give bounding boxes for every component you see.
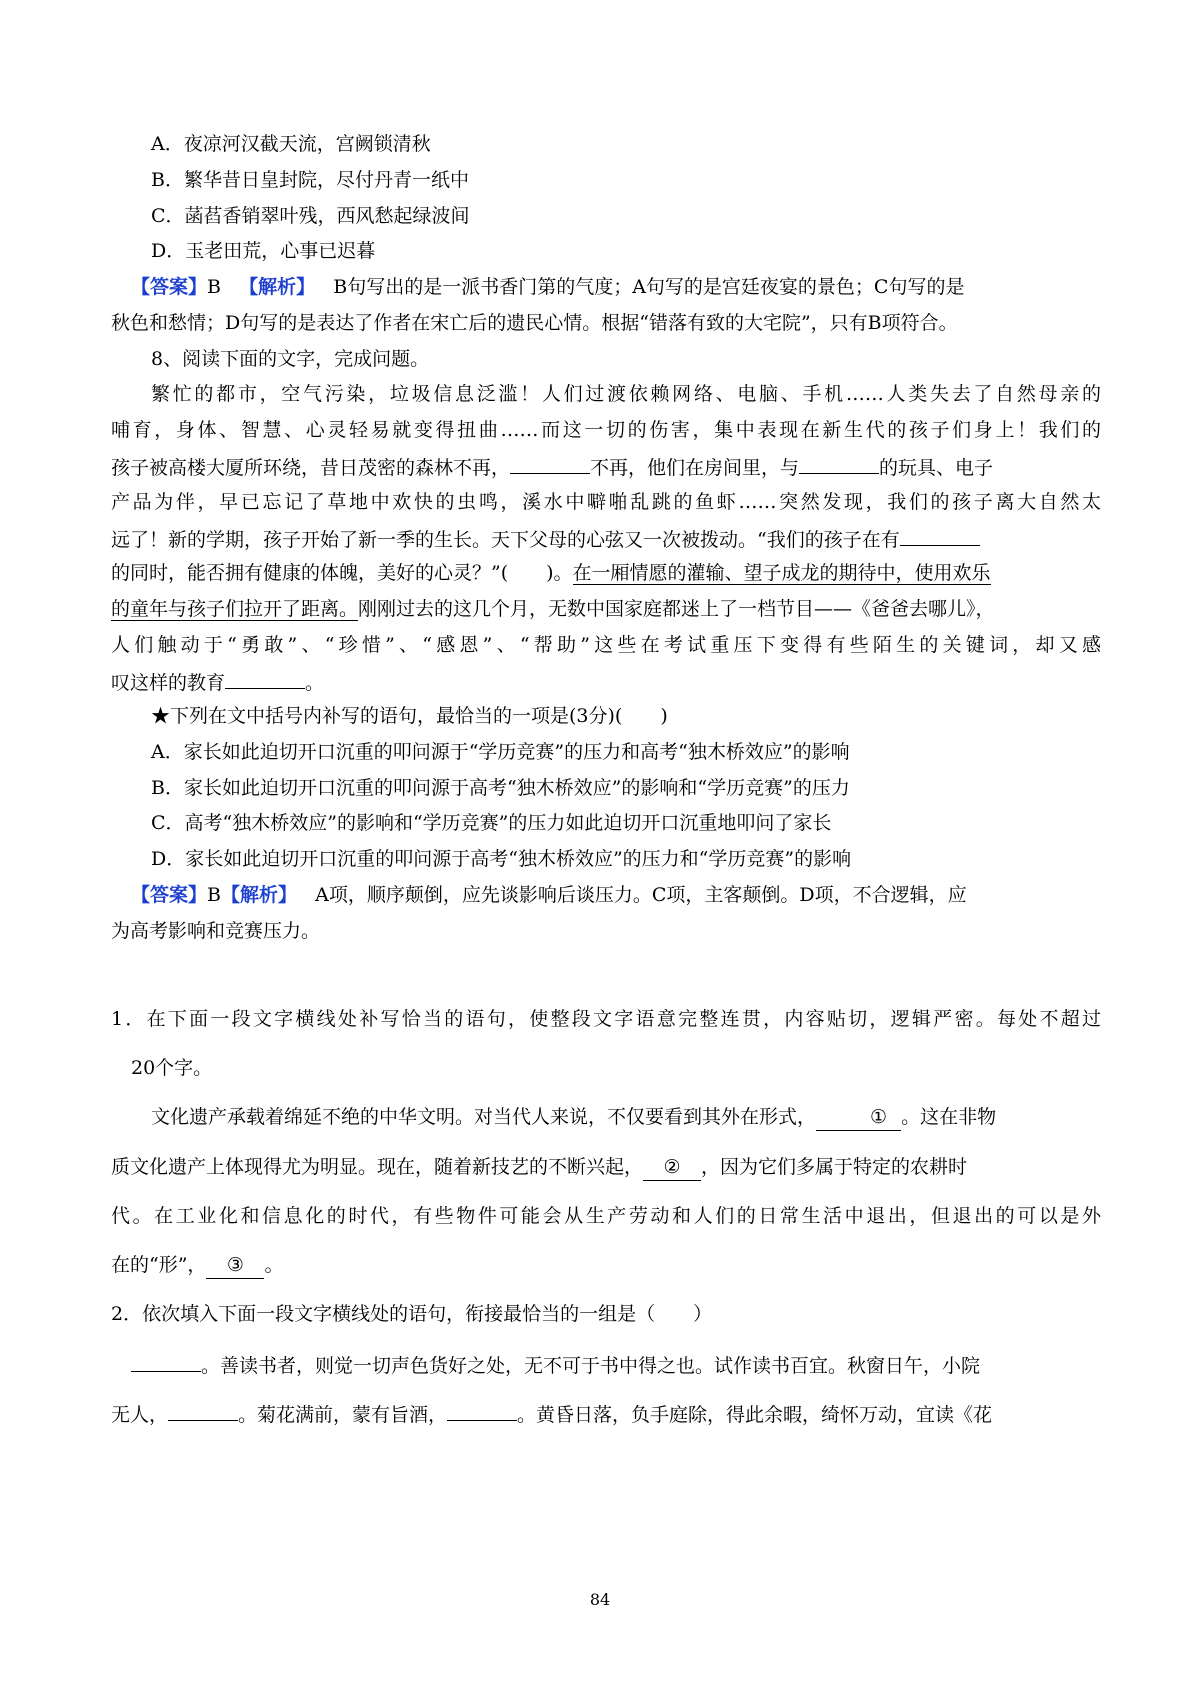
q7-option-b: B．繁华昔日皇封院，尽付丹青一纸中 [151, 169, 469, 191]
analysis-text: A项，顺序颠倒，应先谈影响后谈压力。C项，主客颠倒。D项，不合逻辑，应 [315, 884, 967, 906]
q7-answer-line [131, 274, 1101, 300]
q8-option-d: D．家长如此迫切开口沉重的叩问源于高考“独木桥效应”的压力和“学历竞赛”的影响 [151, 848, 852, 870]
passage-text: 。 [264, 1254, 284, 1276]
fill-blank [900, 525, 980, 546]
blank-marker-3: ③ [206, 1252, 264, 1279]
analysis-tag: 【解析】 [239, 276, 316, 298]
passage-text: 。菊花满前，蒙有旨酒， [238, 1404, 448, 1426]
ex2-passage-line [131, 1351, 1101, 1379]
fill-blank [168, 1400, 238, 1421]
fill-blank [799, 453, 879, 474]
q8-passage-line [111, 560, 1101, 586]
q8-passage-line: 哺育，身体、智慧、心灵轻易就变得扭曲……而这一切的伤害，集中表现在新生代的孩子们身上！我们的 [111, 419, 1101, 441]
ex1-passage-line [111, 1252, 1101, 1279]
answer-value: B [207, 884, 221, 906]
blank-marker-2: ② [643, 1154, 701, 1181]
ex1-passage-line: 代。在工业化和信息化的时代，有些物件可能会从生产劳动和人们的日常生活中退出，但退出的可以是外 [111, 1205, 1101, 1227]
q8-passage-line: 繁忙的都市，空气污染，垃圾信息泛滥！人们过渡依赖网络、电脑、手机……人类失去了自然母亲的 [151, 383, 1101, 405]
ex1-passage-line [111, 1104, 1101, 1131]
answer-tag: 【答案】 [131, 276, 208, 298]
passage-text: 的玩具、电子 [879, 457, 994, 479]
fill-blank [447, 1400, 517, 1421]
passage-text: 。黄昏日落，负手庭除，得此余暇，绮怀万动，宜读《花 [517, 1404, 993, 1426]
passage-text: ，因为它们多属于特定的农耕时 [701, 1156, 968, 1178]
analysis-tag: 【解析】 [220, 884, 297, 906]
page-number: 84 [589, 1590, 611, 1609]
passage-text: 远了！新的学期，孩子开始了新一季的生长。天下父母的心弦又一次被拨动。“我们的孩子在有 [111, 529, 900, 551]
q7-option-d: D．玉老田荒，心事已迟暮 [151, 240, 376, 262]
underlined-sentence: 的童年与孩子们拉开了距离。 [111, 598, 359, 620]
fill-blank [131, 1351, 201, 1372]
q8-passage-line [111, 453, 1101, 481]
blank-marker-1: ① [816, 1104, 901, 1131]
passage-text: 叹这样的教育 [111, 672, 226, 694]
q8-passage-line [111, 668, 1101, 696]
ex1-instruction-cont: 20个字。 [131, 1057, 213, 1079]
q8-answer-line [131, 882, 1101, 908]
q8-passage-line [111, 525, 1101, 553]
q7-analysis-line2: 秋色和愁情；D句写的是表达了作者在宋亡后的遗民心情。根据“错落有致的大宅院”，只有B项符合。 [111, 312, 958, 334]
passage-text: 刚刚过去的这几个月，无数中国家庭都迷上了一档节目——《爸爸去哪儿》， [358, 598, 995, 620]
ex2-instruction: 2．依次填入下面一段文字横线处的语句，衔接最恰当的一组是（ ） [111, 1303, 713, 1325]
q7-option-a: A．夜凉河汉截天流，宫阙锁清秋 [151, 133, 431, 155]
passage-text: 不再，他们在房间里，与 [590, 457, 800, 479]
passage-text: 无人， [111, 1404, 169, 1426]
answer-value: B [207, 276, 221, 298]
q8-analysis-line2: 为高考影响和竞赛压力。 [111, 920, 321, 942]
fill-blank [225, 668, 305, 689]
analysis-text: B句写出的是一派书香门第的气度；A句写的是宫廷夜宴的景色；C句写的是 [333, 276, 965, 298]
passage-text: 。 [305, 672, 325, 694]
fill-blank [510, 453, 590, 474]
passage-text: 质文化遗产上体现得尤为明显。现在，随着新技艺的不断兴起， [111, 1156, 644, 1178]
ex1-passage-line [111, 1154, 1101, 1181]
passage-text: 。这在非物 [901, 1106, 997, 1128]
ex1-instruction: 1．在下面一段文字横线处补写恰当的语句，使整段文字语意完整连贯，内容贴切，逻辑严密。每处不超过 [111, 1008, 1101, 1030]
q8-option-b: B．家长如此迫切开口沉重的叩问源于高考“独木桥效应”的影响和“学历竞赛”的压力 [151, 777, 850, 799]
passage-text: 。善读书者，则觉一切声色货好之处，无不可于书中得之也。试作读书百宜。秋窗日午，小院 [201, 1355, 981, 1377]
q7-option-c: C．菡萏香销翠叶残，西风愁起绿波间 [151, 205, 470, 227]
answer-tag: 【答案】 [131, 884, 208, 906]
underlined-sentence: 在一厢情愿的灌输、望子成龙的期待中，使用欢乐 [572, 562, 991, 584]
passage-text: 孩子被高楼大厦所环绕，昔日茂密的森林不再， [111, 457, 511, 479]
q8-passage-line: 人们触动于“勇敢”、“珍惜”、“感恩”、“帮助”这些在考试重压下变得有些陌生的关键词，却又感 [111, 634, 1101, 656]
q8-passage-line: 产品为伴，早已忘记了草地中欢快的虫鸣，溪水中噼啪乱跳的鱼虾……突然发现，我们的孩子离大自然太 [111, 491, 1101, 513]
q8-question: ★下列在文中括号内补写的语句，最恰当的一项是(3分)( ) [151, 705, 668, 727]
passage-text: 在的“形”， [111, 1254, 207, 1276]
passage-text: 文化遗产承载着绵延不绝的中华文明。对当代人来说，不仅要看到其外在形式， [151, 1106, 817, 1128]
q8-option-c: C．高考“独木桥效应”的影响和“学历竞赛”的压力如此迫切开口沉重地叩问了家长 [151, 812, 832, 834]
q8-passage-line [111, 596, 1101, 622]
passage-text: 的同时，能否拥有健康的体魄，美好的心灵？”( )。 [111, 562, 573, 584]
q8-option-a: A．家长如此迫切开口沉重的叩问源于“学历竞赛”的压力和高考“独木桥效应”的影响 [151, 741, 850, 763]
q8-heading: 8、阅读下面的文字，完成问题。 [151, 348, 430, 370]
ex2-passage-line [111, 1400, 1101, 1428]
